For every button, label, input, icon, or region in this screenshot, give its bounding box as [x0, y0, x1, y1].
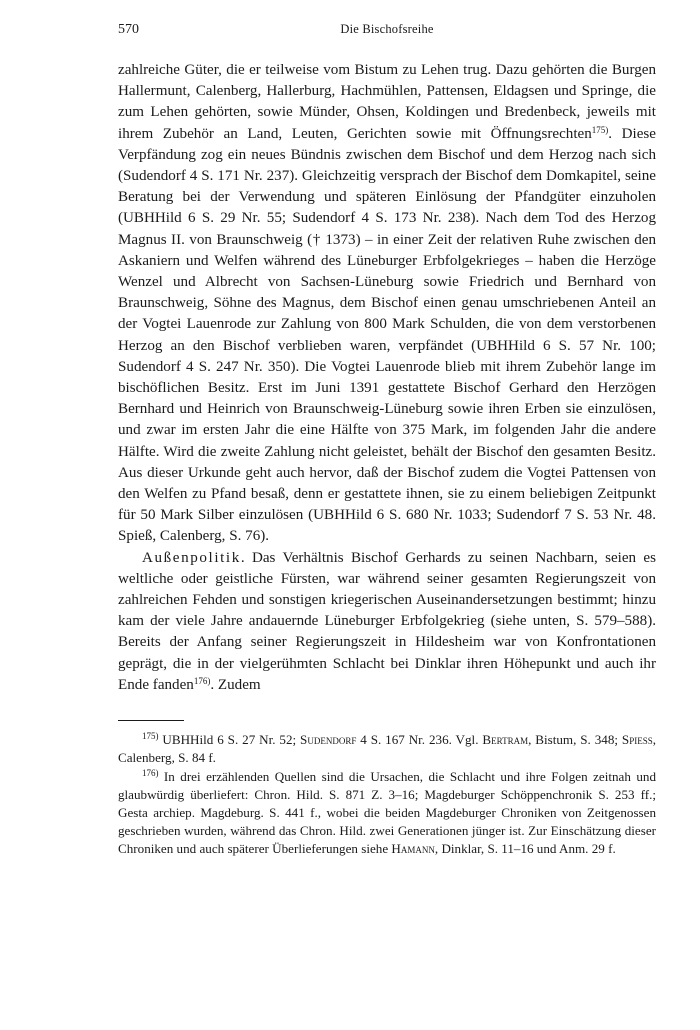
footnote-175-author-3: Spiess [621, 732, 653, 748]
footnote-175-text-1: UBHHild 6 S. 27 Nr. 52; [158, 732, 301, 748]
footnote-175-text-2: 4 S. 167 Nr. 236. Vgl. [356, 732, 483, 748]
footnote-divider [118, 720, 184, 721]
paragraph-1-text-b: . Diese Verpfändung zog ein neues Bündnis zwischen dem Bischof und dem Herzog nach sich (Sudendorf 4 S. 171 Nr. 237). Gleichzeitig versprach der Bischof dem Domkapitel, seine Beratung bei der Verwendung und späteren Einlösung der Pfandgüter einzuholen (UBHHild 6 S. 29 Nr. 55; Sudendorf 4 S. 173 Nr. 238). Nach dem Tod des Herzog Magnus II. von Braunschweig († 1373) – in einer Zeit der relativen Ruhe zwischen den Askaniern und Welfen während des Lüneburger Erbfolgekrieges – haben die Herzöge Wenzel und Albrecht von Sachsen-Lüneburg sowie Friedrich und Bernhard von Braunschweig, Söhne des Magnus, dem Bischof einen genau umschriebenen Anteil an der Vogtei Lauenrode zur Zahlung von 800 Mark Schulden, die von dem verstorbenen Herzog an den Bischof verblieben waren, verpfändet (UBHHild 6 S. 57 Nr. 100; Sudendorf 4 S. 247 Nr. 350). Die Vogtei Lauenrode blieb mit ihrem Zubehör lange im bischöflichen Besitz. Erst im Juni 1391 gestattete Bischof Gerhard den Herzögen Bernhard und Heinrich von Braunschweig-Lüneburg sowie ihren Erben sie einzulösen, und zwar im ersten Jahr die eine Hälfte von 375 Mark, im folgenden Jahr die andere Hälfte. Wird die zweite Zahlung nicht geleistet, behält der Bischof den gesamten Besitz. Aus dieser Urkunde geht auch hervor, daß der Bischof zudem die Vogtei Pattensen von den Welfen zu Pfand besaß, denn er gestattete ihnen, sie zu einem beliebigen Zeitpunkt für 50 Mark Silber einzulösen (UBHHild 6 S. 680 Nr. 1033; Sudendorf 7 S. 53 Nr. 48. Spieß, Calenberg, S. 76). [118, 125, 656, 545]
footnote-176-text-1: In drei erzählenden Quellen sind die Ursachen, die Schlacht und ihre Folgen zeitnah und glaubwürdig überliefert: Chron. Hild. S. 871 Z. 3–16; Magdeburger Schöppenchronik S. 253 ff.; Gesta archiep. Magdeburg. S. 441 f., wobei die beiden Magdeburger Chroniken von Zeitgenossen geschrieben wurden, während das Chron. Hild. zwei Generationen jünger ist. Zur Einschätzung dieser Chroniken und auch späterer Überlieferungen siehe [118, 768, 656, 857]
running-title: Die Bischofsreihe [340, 22, 434, 36]
section-heading-aussenpolitik: Außenpolitik [142, 549, 241, 566]
paragraph-2-text-b: . Zudem [210, 676, 261, 693]
footnote-175 [118, 731, 656, 767]
footnote-175-author-2: Bertram [482, 732, 529, 748]
footnote-176-text-2: , Dinklar, S. 11–16 und Anm. 29 f. [434, 841, 616, 857]
paragraph-1-text-a: zahlreiche Güter, die er teilweise vom Bistum zu Lehen trug. Dazu gehörten die Burgen Hallermunt, Calenberg, Hallerburg, Hachmühlen, Pattensen, Eldagsen und Springe, die zum Lehen gehörten, sowie Münder, Ohsen, Koldingen und Bredenbeck, jeweils mit ihrem Zubehör an Land, Leuten, Gerichten sowie mit Öffnungsrechten [118, 62, 656, 142]
paragraph-1 [118, 60, 656, 548]
body-text [118, 60, 656, 696]
footnote-175-mark: 175) [142, 731, 159, 742]
running-head [118, 22, 656, 46]
footnote-175-text-4: , Calenberg, S. 84 f. [118, 732, 656, 766]
page [118, 22, 656, 859]
footnote-ref-176[interactable]: 176) [193, 675, 211, 686]
paragraph-2-text-a: . Das Verhältnis Bischof Gerhards zu seinen Nachbarn, seien es weltliche oder geistliche Fürsten, war während seiner gesamten Regierungszeit von zahlreichen Fehden und sonstigen kriegerischen Auseinandersetzungen bestimmt; hinzu kam der viele Jahre andauernde Lüneburger Erbfolgekrieg (siehe unten, S. 579–588). Bereits der Anfang seiner Regierungszeit in Hildesheim war von Konfrontationen geprägt, die in der vielgerühmten Schlacht bei Dinklar ihren Höhepunkt und auch ihr Ende fanden [118, 549, 656, 693]
footnotes [118, 731, 656, 858]
footnote-176 [118, 768, 656, 859]
footnote-175-author-1: Sudendorf [300, 732, 357, 748]
footnote-176-mark: 176) [142, 767, 159, 778]
page-number: 570 [118, 22, 139, 37]
paragraph-2 [118, 548, 656, 696]
footnote-ref-175[interactable]: 175) [591, 124, 609, 135]
footnote-175-text-3: , Bistum, S. 348; [528, 732, 622, 748]
footnote-176-author-1: Hamann [391, 841, 435, 857]
